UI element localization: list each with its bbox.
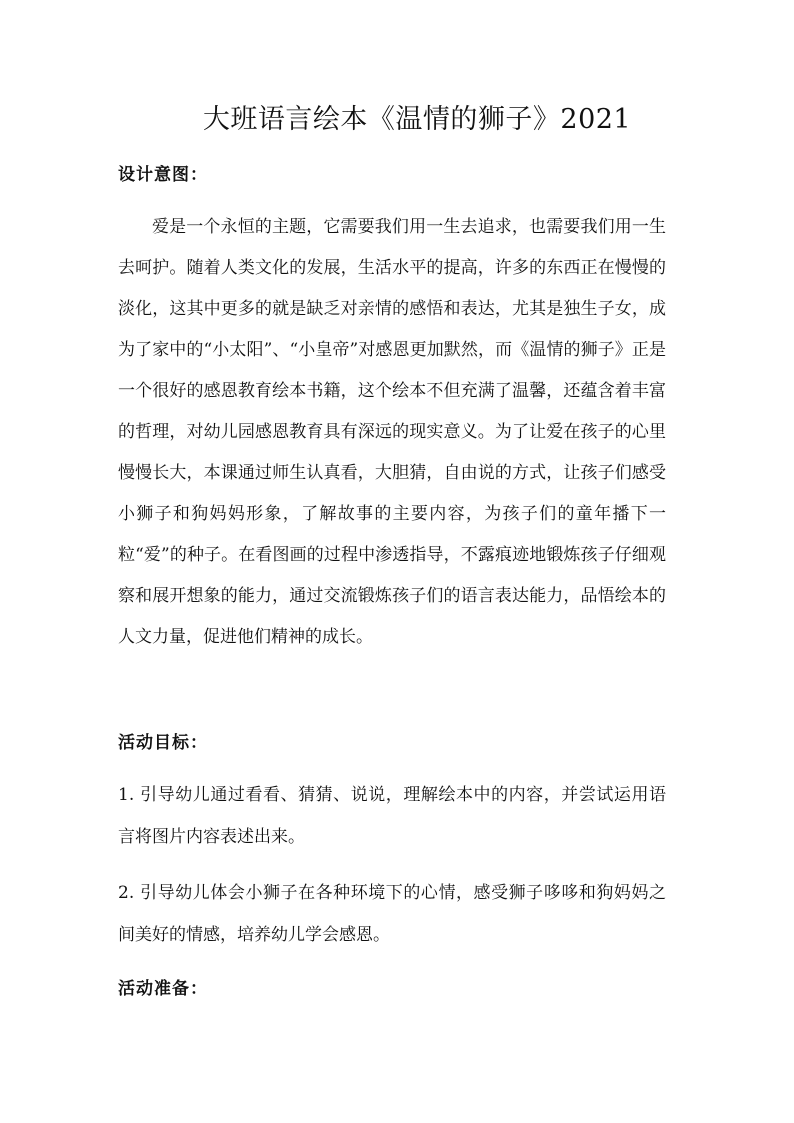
section-heading-preparation: 活动准备： bbox=[118, 979, 208, 999]
goal-item-2: 2. 引导幼儿体会小狮子在各种环境下的心情，感受狮子哆哆和狗妈妈之间美好的情感，培养幼儿学会感恩。 bbox=[118, 883, 666, 945]
goal-item-1: 1. 引导幼儿通过看看、猜猜、说说，理解绘本中的内容，并尝试运用语言将图片内容表述出来。 bbox=[118, 785, 666, 847]
section-heading-design-intent: 设计意图： bbox=[118, 165, 208, 185]
document-title: 大班语言绘本《温情的狮子》2021 bbox=[202, 104, 632, 135]
design-intent-paragraph: 爱是一个永恒的主题，它需要我们用一生去追求，也需要我们用一生去呵护。随着人类文化的发展，生活水平的提高，许多的东西正在慢慢的淡化，这其中更多的就是缺乏对亲情的感悟和表达，尤其是独生子女，成为了家中的“小太阳”、“小皇帝”对感恩更加默然，而《温情的狮子》正是一个很好的感恩教育绘本书籍，这个绘本不但充满了温馨，还蕴含着丰富的哲理，对幼儿园感恩教育具有深远的现实意义。为了让爱在孩子的心里慢慢长大，本课通过师生认真看，大胆猜，自由说的方式，让孩子们感受小狮子和狗妈妈形象，了解故事的主要内容，为孩子们的童年播下一粒“爱”的种子。在看图画的过程中渗透指导，不露痕迹地锻炼孩子仔细观察和展开想象的能力，通过交流锻炼孩子们的语言表达能力，品悟绘本的人文力量，促进他们精神的成长。 bbox=[118, 217, 666, 647]
section-heading-goals: 活动目标： bbox=[118, 733, 208, 753]
